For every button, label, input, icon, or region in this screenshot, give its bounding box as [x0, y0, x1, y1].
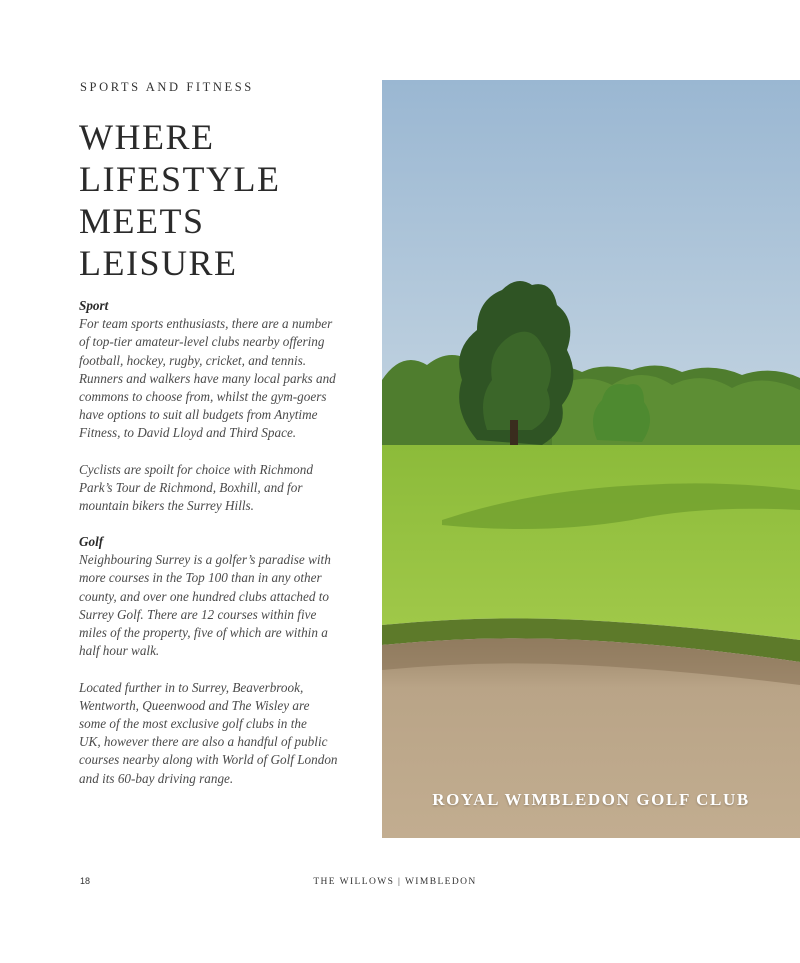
golf-section — [79, 533, 354, 788]
sport-text-line: Cyclists are spoilt for choice with Richmond — [79, 461, 313, 477]
page-number: 18 — [80, 876, 91, 886]
sport-text-line: Fitness, to David Lloyd and Third Space. — [79, 425, 297, 441]
sport-text-line: mountain bikers the Surrey Hills. — [79, 498, 254, 514]
headline-line-4: LEISURE — [79, 243, 238, 283]
photo-caption: ROYAL WIMBLEDON GOLF CLUB — [432, 790, 750, 809]
sport-text-line: have options to suit all budgets from Anytime — [79, 407, 318, 423]
golf-text-line: Surrey Golf. There are 12 courses within five — [79, 606, 317, 622]
golf-text-line: more courses in the Top 100 than in any other — [79, 570, 322, 586]
sport-heading: Sport — [79, 298, 109, 313]
golf-heading: Golf — [79, 534, 104, 549]
section-kicker: SPORTS AND FITNESS — [80, 80, 254, 94]
sport-text-line: Park’s Tour de Richmond, Boxhill, and for — [79, 480, 303, 496]
headline-line-1: WHERE — [79, 117, 215, 157]
page-headline — [79, 116, 379, 284]
golf-text-line: Located further in to Surrey, Beaverbrook, — [79, 679, 304, 695]
sport-text-line: commons to choose from, whilst the gym-goers — [79, 389, 327, 405]
paragraph-spacer — [79, 660, 354, 678]
golf-text-line: courses nearby along with World of Golf London — [79, 752, 338, 768]
golf-text-line: some of the most exclusive golf clubs in the — [79, 716, 307, 732]
paragraph-spacer — [79, 443, 354, 461]
headline-line-3: MEETS — [79, 201, 205, 241]
golf-course-photo — [382, 80, 800, 838]
sport-text-line: Runners and walkers have many local parks and — [79, 370, 336, 386]
sport-text-line: football, hockey, rugby, cricket, and tennis. — [79, 352, 307, 368]
headline-line-2: LIFESTYLE — [79, 159, 281, 199]
sport-text-line: of top-tier amateur-level clubs nearby offering — [79, 334, 325, 350]
golf-text-line: Wentworth, Queenwood and The Wisley are — [79, 697, 310, 713]
golf-text-line: UK, however there are also a handful of public — [79, 734, 328, 750]
golf-text-line: county, and over one hundred clubs attached to — [79, 588, 330, 604]
golf-text-line: Neighbouring Surrey is a golfer’s paradise with — [79, 552, 331, 568]
footer-text: THE WILLOWS | WIMBLEDON — [313, 877, 477, 887]
sport-section — [79, 297, 354, 515]
golf-text-line: miles of the property, five of which are within a — [79, 625, 328, 641]
golf-text-line: and its 60-bay driving range. — [79, 770, 234, 786]
golf-course-illustration — [382, 80, 800, 838]
golf-text-line: half hour walk. — [79, 643, 160, 659]
sport-text-line: For team sports enthusiasts, there are a number — [79, 316, 333, 332]
